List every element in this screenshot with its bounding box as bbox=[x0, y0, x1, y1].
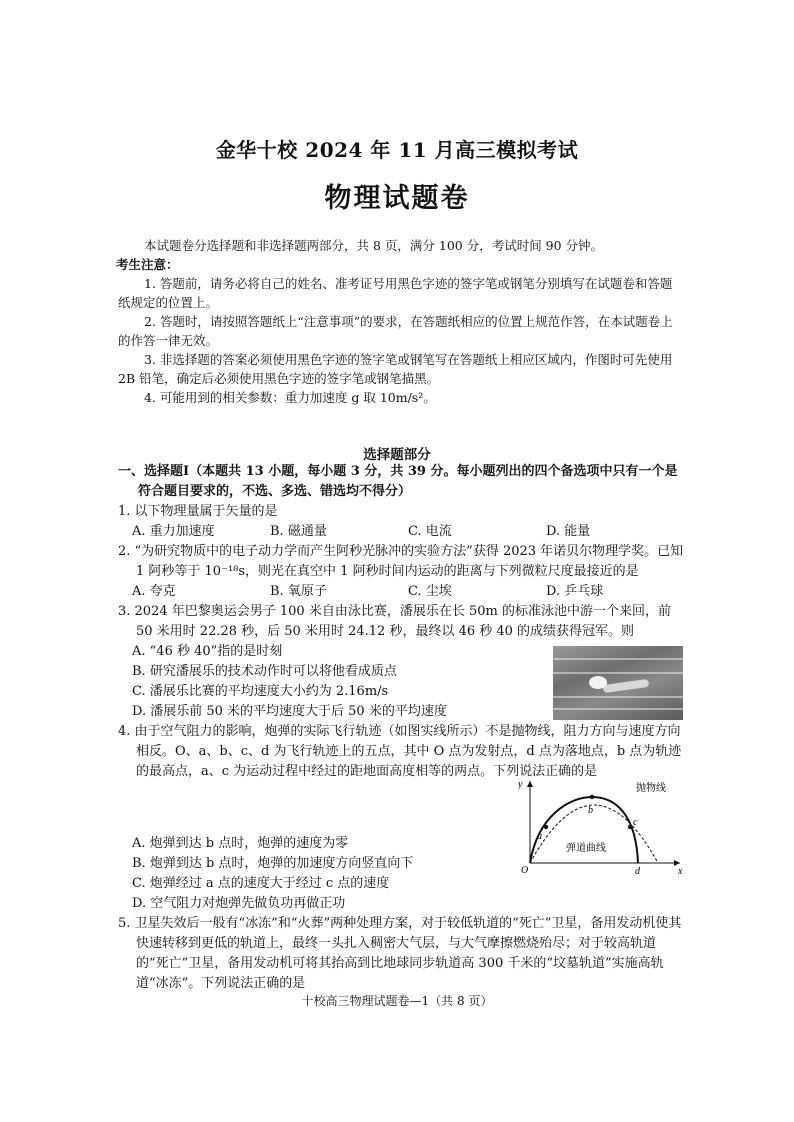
notice-item: 4. 可能用到的相关参数：重力加速度 g 取 10m/s²。 bbox=[144, 390, 436, 405]
option-d: D. 乒乓球 bbox=[546, 584, 604, 599]
point-d-label: d bbox=[635, 866, 640, 875]
option-c: C. 电流 bbox=[408, 524, 452, 539]
notice-item: 3. 非选择题的答案必须使用黑色字迹的签字笔或钢笔写在答题纸上相应区域内，作图时可先使用 2B 铅笔，确定后必须使用黑色字迹的签字笔或钢笔描黑。 bbox=[118, 352, 673, 386]
parabola-label: 抛物线 bbox=[636, 783, 666, 794]
option-c: C. 炮弹经过 a 点的速度大于经过 c 点的速度 bbox=[132, 876, 390, 891]
option-b: B. 研究潘展乐的技术动作时可以将他看成质点 bbox=[132, 664, 397, 679]
question-stem: 3. 2024 年巴黎奥运会男子 100 米自由泳比赛，潘展乐在长 50m 的标准泳池中游一个来回，前 50 米用时 22.28 秒，后 50 米用时 24.12 秒，最终以 46 秒 40 的成绩获得冠军。则 bbox=[118, 604, 671, 639]
question-stem: 2. “为研究物质中的电子动力学而产生阿秒光脉冲的实验方法”获得 2023 年诺贝尔物理学奖。已知 1 阿秒等于 10⁻¹⁸s，则光在真空中 1 阿秒时间内运动的距离与下列微粒尺度最接近的是 bbox=[118, 544, 684, 579]
section-title: 选择题部分 bbox=[363, 447, 431, 463]
question-list bbox=[118, 462, 686, 782]
option-d: D. 能量 bbox=[546, 524, 591, 539]
option-b: B. 磁通量 bbox=[270, 524, 327, 539]
exam-title: 金华十校 2024 年 11 月高三模拟考试 bbox=[215, 138, 579, 162]
option-d: D. 潘展乐前 50 米的平均速度大于后 50 米的平均速度 bbox=[132, 704, 447, 719]
point-b-label: b bbox=[588, 805, 593, 816]
option-b: B. 氧原子 bbox=[270, 584, 327, 599]
question-5 bbox=[118, 914, 686, 994]
notice-heading: 考生注意： bbox=[116, 257, 179, 272]
y-axis-arrow bbox=[527, 781, 533, 787]
option-a: A. 重力加速度 bbox=[132, 524, 215, 539]
option-a: A. “46 秒 40”指的是时刻 bbox=[132, 644, 283, 659]
question-4-options bbox=[118, 834, 498, 914]
option-c: C. 潘展乐比赛的平均速度大小约为 2.16m/s bbox=[132, 684, 389, 699]
exam-subtitle: 物理试题卷 bbox=[324, 183, 470, 214]
question-stem: 1. 以下物理量属于矢量的是 bbox=[118, 504, 278, 519]
option-c: C. 尘埃 bbox=[408, 584, 452, 599]
option-a: A. 炮弹到达 b 点时，炮弹的速度为零 bbox=[132, 836, 349, 851]
option-b: B. 炮弹到达 b 点时，炮弹的加速度方向竖直向下 bbox=[132, 856, 414, 871]
point-a bbox=[544, 825, 548, 829]
point-b bbox=[590, 795, 594, 799]
option-row bbox=[118, 582, 686, 602]
section-heading: 一、选择题Ⅰ（本题共 13 小题，每小题 3 分，共 39 分。每小题列出的四个备选项中只有一个是符合题目要求的，不选、多选、错选均不得分） bbox=[118, 464, 678, 499]
parabola-curve bbox=[530, 805, 658, 863]
swimmer-photo bbox=[553, 646, 683, 720]
trajectory-diagram bbox=[518, 775, 686, 875]
notice-item: 2. 答题时，请按照答题纸上“注意事项”的要求，在答题纸相应的位置上规范作答，在本试题卷上的作答一律无效。 bbox=[118, 314, 673, 348]
point-a-label: a bbox=[537, 831, 542, 842]
option-d: D. 空气阻力对炮弹先做负功再做正功 bbox=[132, 896, 346, 911]
page-footer: 十校高三物理试题卷—1（共 8 页） bbox=[301, 994, 493, 1008]
instructions bbox=[118, 236, 678, 407]
question-stem: 5. 卫星失效后一般有“冰冻”和“火葬”两种处理方案，对于较低轨道的“死亡”卫星，备用发动机使其快速转移到更低的轨道上，最终一头扎入稠密大气层，与大气摩擦燃烧殆尽；对于较高轨道的“死亡”卫星，备用发动机可将其抬高到比地球同步轨道高 300 千米的“坟墓轨道”实施高轨道“冰冻”。下列说法正确的是 bbox=[118, 916, 682, 991]
x-axis-label: x bbox=[678, 866, 683, 875]
ballistic-label: 弹道曲线 bbox=[566, 843, 606, 854]
point-c bbox=[628, 825, 632, 829]
option-row bbox=[118, 522, 686, 542]
intro-text: 本试题卷分选择题和非选择题两部分，共 8 页，满分 100 分，考试时间 90 分钟。 bbox=[144, 238, 604, 253]
point-c-label: c bbox=[633, 817, 638, 828]
origin-label: O bbox=[521, 865, 529, 875]
question-stem: 4. 由于空气阻力的影响，炮弹的实际飞行轨迹（如图实线所示）不是抛物线，阻力方向与速度方向相反。O、a、b、c、d 为飞行轨迹上的五点，其中 O 点为发射点，d 点为落地点，b 点为轨迹的最高点，a、c 为运动过程中经过的距地面高度相等的两点。下列说法正确的是 bbox=[118, 724, 682, 779]
notice-item: 1. 答题前，请务必将自己的姓名、准考证号用黑色字迹的签字笔或钢笔分别填写在试题卷和答题纸规定的位置上。 bbox=[118, 276, 673, 310]
y-axis-label: y bbox=[518, 779, 523, 790]
option-a: A. 夸克 bbox=[132, 584, 176, 599]
